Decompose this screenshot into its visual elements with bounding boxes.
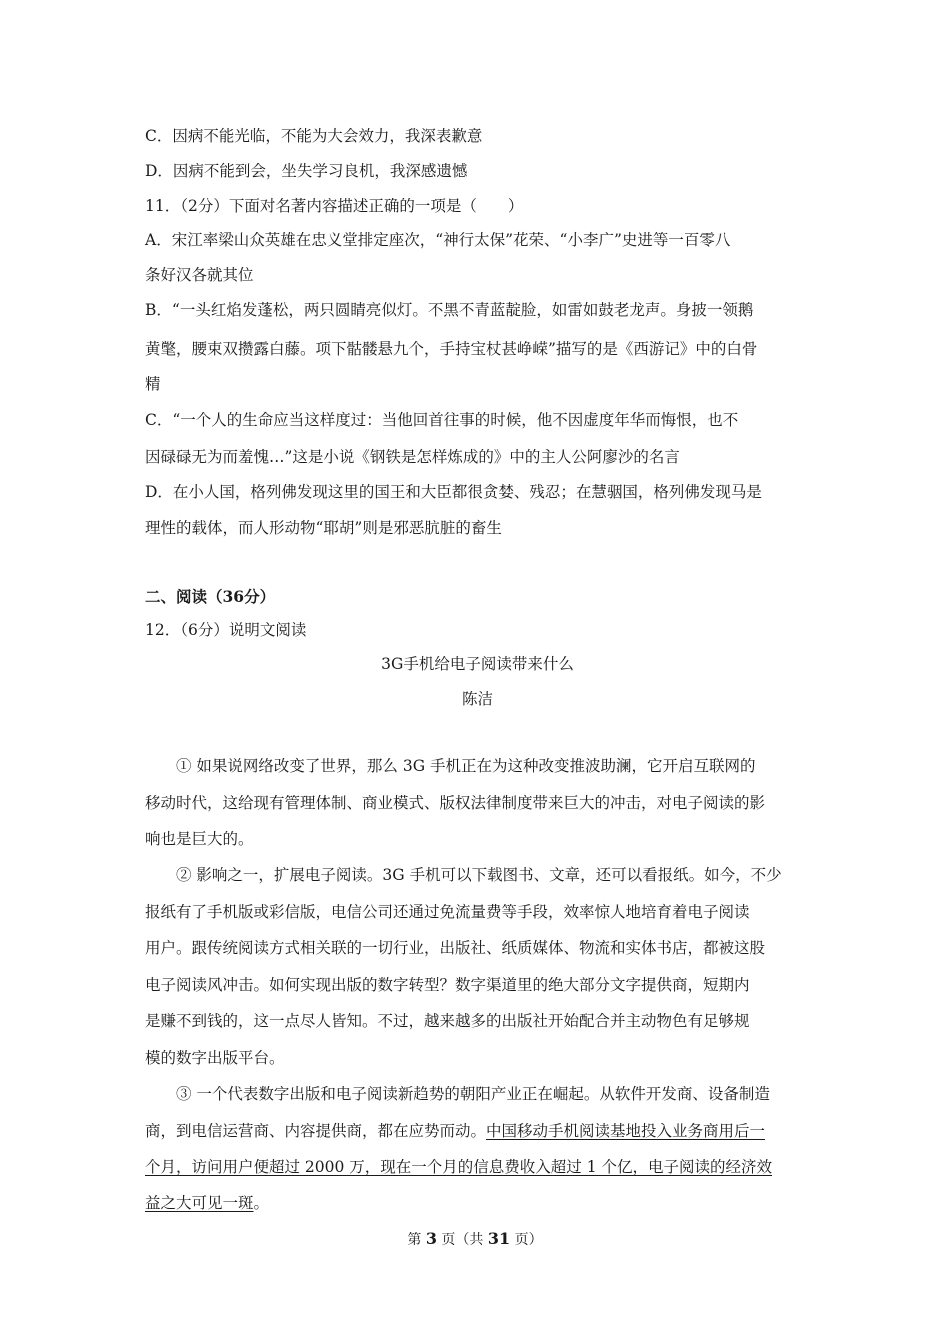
q11-option-d-line2: 理性的载体，而人形动物“耶胡”则是邪恶肮脏的畜生 — [145, 519, 502, 537]
para3-underlined-text: 个月，访问用户便超过 2000 万，现在一个月的信息费收入超过 1 个亿，电子阅读的经济效 — [145, 1158, 773, 1176]
para1-line1: ① 如果说网络改变了世界，那么 3G 手机正在为这种改变推波助澜，它开启互联网的 — [176, 757, 756, 775]
footer-page-number: 3 — [425, 1229, 437, 1248]
footer-post: 页） — [510, 1232, 543, 1248]
para2-line4: 电子阅读风冲击。如何实现出版的数字转型？数字渠道里的绝大部分文字提供商，短期内 — [145, 976, 750, 994]
para3-underlined-text: 中国移动手机阅读基地投入业务商用后一 — [486, 1122, 766, 1140]
para3-line1: ③ 一个代表数字出版和电子阅读新趋势的朝阳产业正在崛起。从软件开发商、设备制造 — [176, 1085, 770, 1103]
para3-line4-end: 。 — [253, 1194, 270, 1212]
para2-line1: ② 影响之一，扩展电子阅读。3G 手机可以下载图书、文章，还可以看报纸。如今，不少 — [176, 866, 782, 884]
para1-line3: 响也是巨大的。 — [145, 830, 254, 848]
q11-option-b-line2: 黄氅，腰束双攒露白藤。项下骷髅悬九个，手持宝杖甚峥嵘”描写的是《西游记》中的白骨 — [145, 340, 758, 358]
para2-line5: 是赚不到钱的，这一点尽人皆知。不过，越来越多的出版社开始配合并主动物色有足够规 — [145, 1012, 750, 1030]
q11-option-b-line3: 精 — [145, 375, 161, 393]
q10-option-d: D．因病不能到会，坐失学习良机，我深感遗憾 — [145, 162, 468, 180]
q11-stem: 11．（2分）下面对名著内容描述正确的一项是（ ） — [145, 197, 524, 215]
q11-option-a-line2: 条好汉各就其位 — [145, 266, 254, 284]
para1-line2: 移动时代，这给现有管理体制、商业模式、版权法律制度带来巨大的冲击，对电子阅读的影 — [145, 794, 766, 812]
para3-line2 — [145, 1121, 810, 1141]
para3-line3 — [145, 1157, 810, 1177]
q11-option-a-line1: A．宋江率梁山众英雄在忠义堂排定座次，“神行太保”花荣、“小李广”史进等一百零八 — [145, 231, 731, 249]
q11-option-b-line1: B．“一头红焰发蓬松，两只圆睛亮似灯。不黑不青蓝靛脸，如雷如鼓老龙声。身披一领鹅 — [145, 301, 754, 319]
para3-line2-plain: 商，到电信运营商、内容提供商，都在应势而动。 — [145, 1122, 487, 1140]
section-heading: 二、阅读（36分） — [145, 587, 276, 606]
footer-total-pages: 31 — [487, 1229, 511, 1248]
para2-line3: 用户。跟传统阅读方式相关联的一切行业，出版社、纸质媒体、物流和实体书店，都被这股 — [145, 939, 766, 957]
para3-line4 — [145, 1193, 810, 1213]
q12-stem: 12．（6分）说明文阅读 — [145, 621, 307, 639]
q11-option-c-line1: C．“一个人的生命应当这样度过：当他回首往事的时候，他不因虚度年华而悔恨，也不 — [145, 411, 739, 429]
q11-option-c-line2: 因碌碌无为而羞愧…”这是小说《钢铁是怎样炼成的》中的主人公阿廖沙的名言 — [145, 448, 680, 466]
footer-pre: 第 — [407, 1232, 426, 1248]
para2-line2: 报纸有了手机版或彩信版，电信公司还通过免流量费等手段，效率惊人地培育着电子阅读 — [145, 903, 750, 921]
q11-option-d-line1: D．在小人国，格列佛发现这里的国王和大臣都很贪婪、残忍；在慧骃国，格列佛发现马是 — [145, 483, 762, 501]
article-title: 3G手机给电子阅读带来什么 — [381, 655, 574, 673]
page-footer — [0, 1229, 950, 1250]
para2-line6: 模的数字出版平台。 — [145, 1049, 285, 1067]
footer-mid: 页（共 — [436, 1232, 488, 1248]
q10-option-c: C．因病不能光临，不能为大会效力，我深表歉意 — [145, 127, 483, 145]
article-author: 陈洁 — [461, 690, 493, 708]
para3-underlined-text: 益之大可见一斑 — [145, 1194, 254, 1212]
